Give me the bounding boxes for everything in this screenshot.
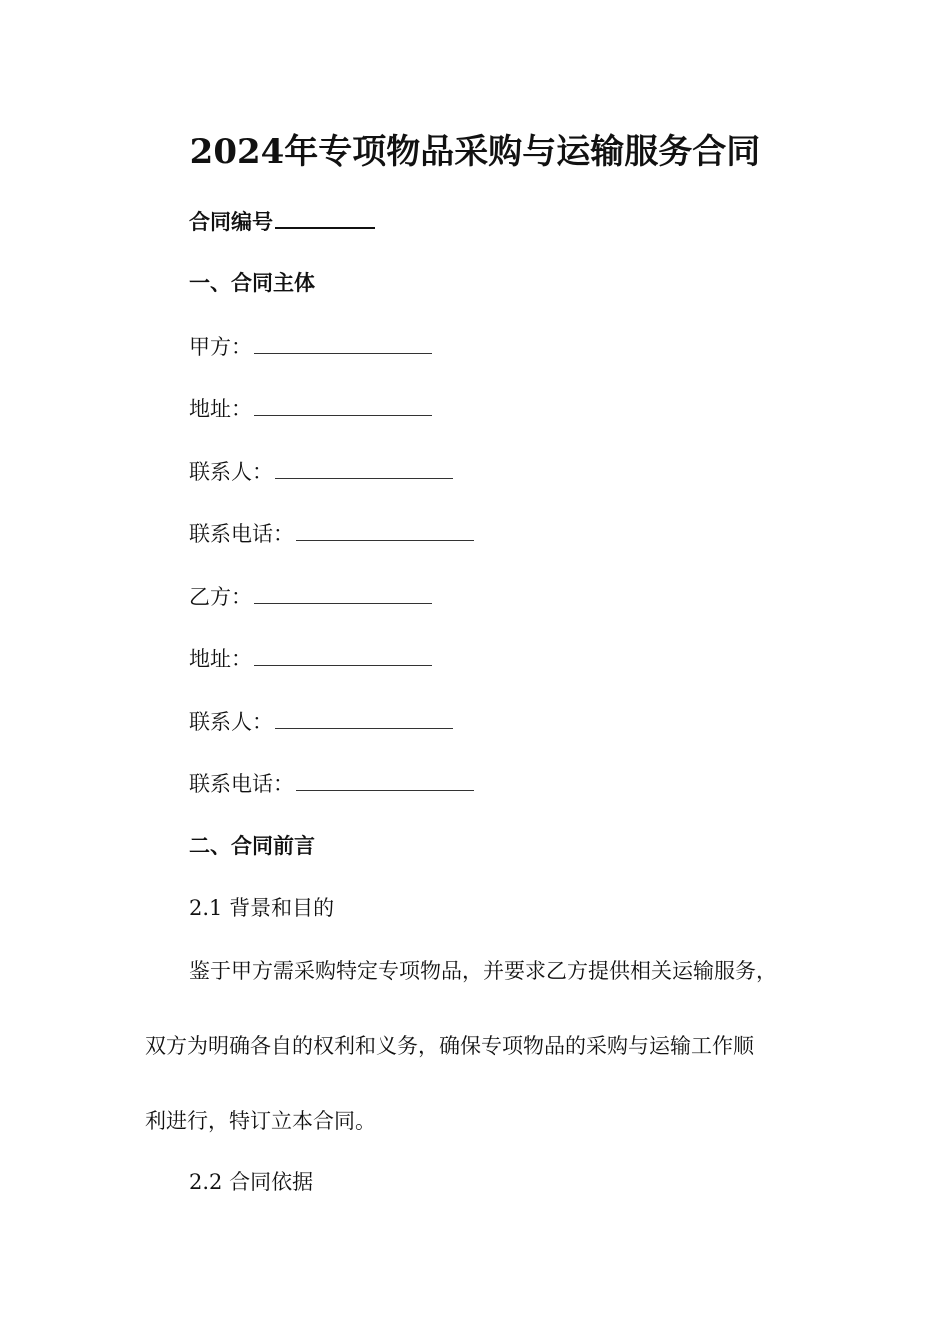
party-b-address-line: [189, 643, 432, 674]
subsection-2-1-heading: 2.1 背景和目的: [189, 896, 335, 920]
paragraph-line-1: 鉴于甲方需采购特定专项物品，并要求乙方提供相关运输服务，: [189, 959, 777, 983]
party-a-address-blank[interactable]: [254, 393, 432, 416]
party-b-blank[interactable]: [254, 581, 432, 604]
contract-number-label: 合同编号: [189, 209, 273, 234]
subsection-2-2-heading: 2.2 合同依据: [189, 1170, 314, 1194]
paragraph-line-2: 双方为明确各自的权利和义务，确保专项物品的采购与运输工作顺: [145, 1034, 754, 1058]
party-a-address-line: [189, 393, 432, 424]
party-b-phone-line: [189, 768, 474, 799]
paragraph-line-3: 利进行，特订立本合同。: [145, 1109, 376, 1133]
party-a-contact-label: 联系人：: [189, 460, 273, 484]
party-a-phone-line: [189, 518, 474, 549]
party-a-blank[interactable]: [254, 331, 432, 354]
document-title: 2024年专项物品采购与运输服务合同: [189, 132, 761, 172]
party-b-phone-blank[interactable]: [296, 768, 474, 791]
contract-number-line: [189, 205, 375, 237]
party-b-phone-label: 联系电话：: [189, 772, 294, 796]
party-a-label: 甲方：: [189, 335, 252, 359]
party-a-address-label: 地址：: [189, 397, 252, 421]
contract-number-blank[interactable]: [275, 205, 375, 229]
party-a-contact-line: [189, 456, 453, 487]
party-a-phone-blank[interactable]: [296, 518, 474, 541]
party-a-line: [189, 331, 432, 362]
party-a-contact-blank[interactable]: [275, 456, 453, 479]
party-b-line: [189, 581, 432, 612]
party-b-address-blank[interactable]: [254, 643, 432, 666]
party-a-phone-label: 联系电话：: [189, 522, 294, 546]
party-b-contact-label: 联系人：: [189, 710, 273, 734]
party-b-contact-blank[interactable]: [275, 706, 453, 729]
section-1-heading: 一、合同主体: [189, 270, 315, 295]
section-2-heading: 二、合同前言: [189, 833, 315, 858]
party-b-label: 乙方：: [189, 585, 252, 609]
party-b-address-label: 地址：: [189, 647, 252, 671]
party-b-contact-line: [189, 706, 453, 737]
